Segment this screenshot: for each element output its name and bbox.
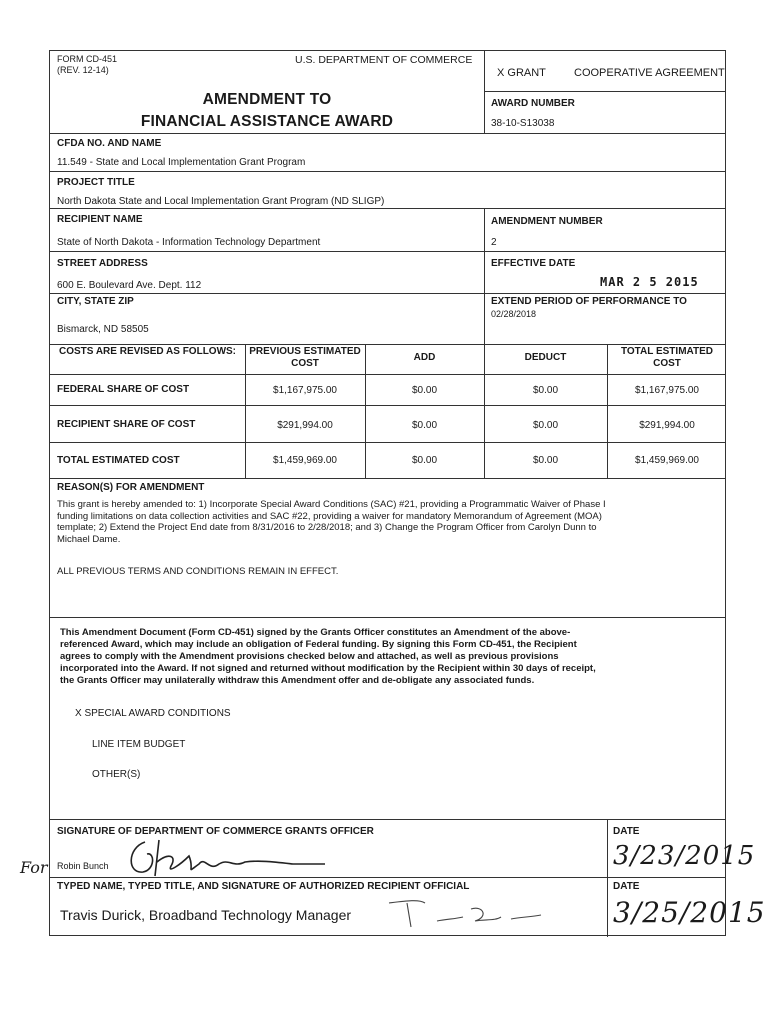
department-name: U.S. DEPARTMENT OF COMMERCE <box>295 54 473 66</box>
officer-typed-name: Robin Bunch <box>57 861 109 871</box>
amendment-notice <box>60 627 720 687</box>
notice-line: referenced Award, which may include an obligation of Federal funding. By signing this Form CD-451, the Recipient <box>60 639 577 650</box>
award-number-label: AWARD NUMBER <box>491 98 575 109</box>
officer-date-label: DATE <box>613 826 640 837</box>
officer-for-annotation: For <box>20 858 48 877</box>
form-title-line2: FINANCIAL ASSISTANCE AWARD <box>140 113 394 130</box>
costs-header-label: COSTS ARE REVISED AS FOLLOWS: <box>58 346 237 357</box>
rule <box>50 208 725 209</box>
cost-cell: $0.00 <box>532 455 559 466</box>
cost-row-label: TOTAL ESTIMATED COST <box>57 455 180 466</box>
recipient-date-label: DATE <box>613 881 640 892</box>
form-revision: (REV. 12-14) <box>57 65 109 75</box>
notice-line: agrees to comply with the Amendment provisions checked below and attached, as well as previous provisions <box>60 651 559 662</box>
recipient-official-name: Travis Durick, Broadband Technology Manager <box>60 907 352 923</box>
costs-header-add: ADD <box>413 352 436 363</box>
cost-cell: $0.00 <box>411 455 438 466</box>
header-divider <box>484 51 485 133</box>
recipient-signed-date: 3/25/2015 <box>613 896 766 929</box>
cost-cell: $291,994.00 <box>277 420 333 431</box>
amendment-number-label: AMENDMENT NUMBER <box>491 216 603 227</box>
recipient-signature <box>385 897 545 933</box>
cost-row-label: FEDERAL SHARE OF COST <box>57 384 190 395</box>
special-award-conditions-check: X SPECIAL AWARD CONDITIONS <box>75 708 231 719</box>
header-rule <box>484 91 726 92</box>
street-address-label: STREET ADDRESS <box>57 258 148 269</box>
costs-header-total: TOTAL ESTIMATED COST <box>620 346 714 369</box>
reasons-line: funding limitations on data collection activities and SAC #22, providing a waiver for mandatory Memorandum of Agreement (MOA) <box>57 510 602 522</box>
project-title-value: North Dakota State and Local Implementation Grant Program (ND SLIGP) <box>57 196 385 207</box>
cost-cell: $291,994.00 <box>639 420 695 431</box>
cooperative-agreement-option: COOPERATIVE AGREEMENT <box>574 67 725 79</box>
costs-header-previous: PREVIOUS ESTIMATED COST <box>249 346 361 369</box>
rule <box>50 877 725 878</box>
street-address-value: 600 E. Boulevard Ave. Dept. 112 <box>57 280 202 291</box>
officer-signed-date: 3/23/2015 <box>613 841 756 871</box>
form-id: FORM CD-451 <box>57 54 118 64</box>
form-id-block <box>57 54 117 76</box>
rule <box>50 171 725 172</box>
cost-cell: $0.00 <box>411 420 438 431</box>
cfda-value: 11.549 - State and Local Implementation Grant Program <box>57 157 306 168</box>
reasons-label: REASON(S) FOR AMENDMENT <box>57 482 205 493</box>
rule <box>50 374 725 375</box>
cost-cell: $0.00 <box>532 385 559 396</box>
effective-date-stamp: MAR 2 5 2015 <box>600 275 699 289</box>
cost-cell: $1,459,969.00 <box>635 455 699 466</box>
rule <box>50 133 725 134</box>
cfda-label: CFDA NO. AND NAME <box>57 138 162 149</box>
city-state-zip-value: Bismarck, ND 58505 <box>57 324 149 335</box>
cost-cell: $1,167,975.00 <box>635 385 699 396</box>
cost-cell: $1,167,975.00 <box>273 385 337 396</box>
column-divider <box>484 208 485 344</box>
recipient-name-label: RECIPIENT NAME <box>57 214 143 225</box>
grant-option: X GRANT <box>497 67 546 79</box>
reasons-line: This grant is hereby amended to: 1) Incorporate Special Award Conditions (SAC) #21, providing a Programmatic Waiver of Phase I <box>57 499 606 510</box>
extend-period-value: 02/28/2018 <box>491 309 537 319</box>
line-item-budget-option: LINE ITEM BUDGET <box>92 739 186 750</box>
recipient-name-value: State of North Dakota - Information Technology Department <box>57 237 321 248</box>
reasons-text <box>57 499 722 545</box>
rule <box>50 819 725 820</box>
cost-cell: $1,459,969.00 <box>273 455 337 466</box>
rule <box>50 405 725 406</box>
reasons-line: Michael Dame. <box>57 533 121 545</box>
award-number-value: 38-10-S13038 <box>491 118 555 129</box>
cost-cell: $0.00 <box>411 385 438 396</box>
cost-row-label: RECIPIENT SHARE OF COST <box>57 419 196 430</box>
amendment-form <box>49 50 766 936</box>
column-divider <box>607 819 608 937</box>
notice-line: incorporated into the Award. If not signed and returned without modification by the Recipient within 30 days of receipt, <box>60 663 596 674</box>
rule <box>50 251 725 252</box>
extend-period-label: EXTEND PERIOD OF PERFORMANCE TO <box>491 296 687 307</box>
recipient-official-label: TYPED NAME, TYPED TITLE, AND SIGNATURE OF AUTHORIZED RECIPIENT OFFICIAL <box>57 881 470 892</box>
rule <box>50 293 725 294</box>
city-state-zip-label: CITY, STATE ZIP <box>57 296 134 307</box>
reasons-line: template; 2) Extend the Project End date from 8/31/2016 to 2/28/2018; and 3) Change the Program Officer from Carolyn Dunn to <box>57 522 597 533</box>
rule <box>50 617 725 618</box>
effective-date-label: EFFECTIVE DATE <box>491 258 576 269</box>
notice-line: the Grants Officer may unilaterally withdraw this Amendment offer and de-obligate any associated funds. <box>60 675 535 686</box>
rule <box>50 442 725 443</box>
form-title-line1: AMENDMENT TO <box>202 91 332 108</box>
others-option: OTHER(S) <box>92 769 141 780</box>
grants-officer-signature-label: SIGNATURE OF DEPARTMENT OF COMMERCE GRANTS OFFICER <box>57 826 374 837</box>
cost-cell: $0.00 <box>532 420 559 431</box>
costs-header-deduct: DEDUCT <box>524 352 567 363</box>
terms-remain: ALL PREVIOUS TERMS AND CONDITIONS REMAIN IN EFFECT. <box>57 566 339 577</box>
notice-line: This Amendment Document (Form CD-451) signed by the Grants Officer constitutes an Amendment of the above- <box>60 627 571 638</box>
rule <box>50 344 725 345</box>
amendment-number-value: 2 <box>491 237 497 248</box>
rule <box>50 478 725 479</box>
officer-signature <box>125 834 335 880</box>
project-title-label: PROJECT TITLE <box>57 177 135 188</box>
